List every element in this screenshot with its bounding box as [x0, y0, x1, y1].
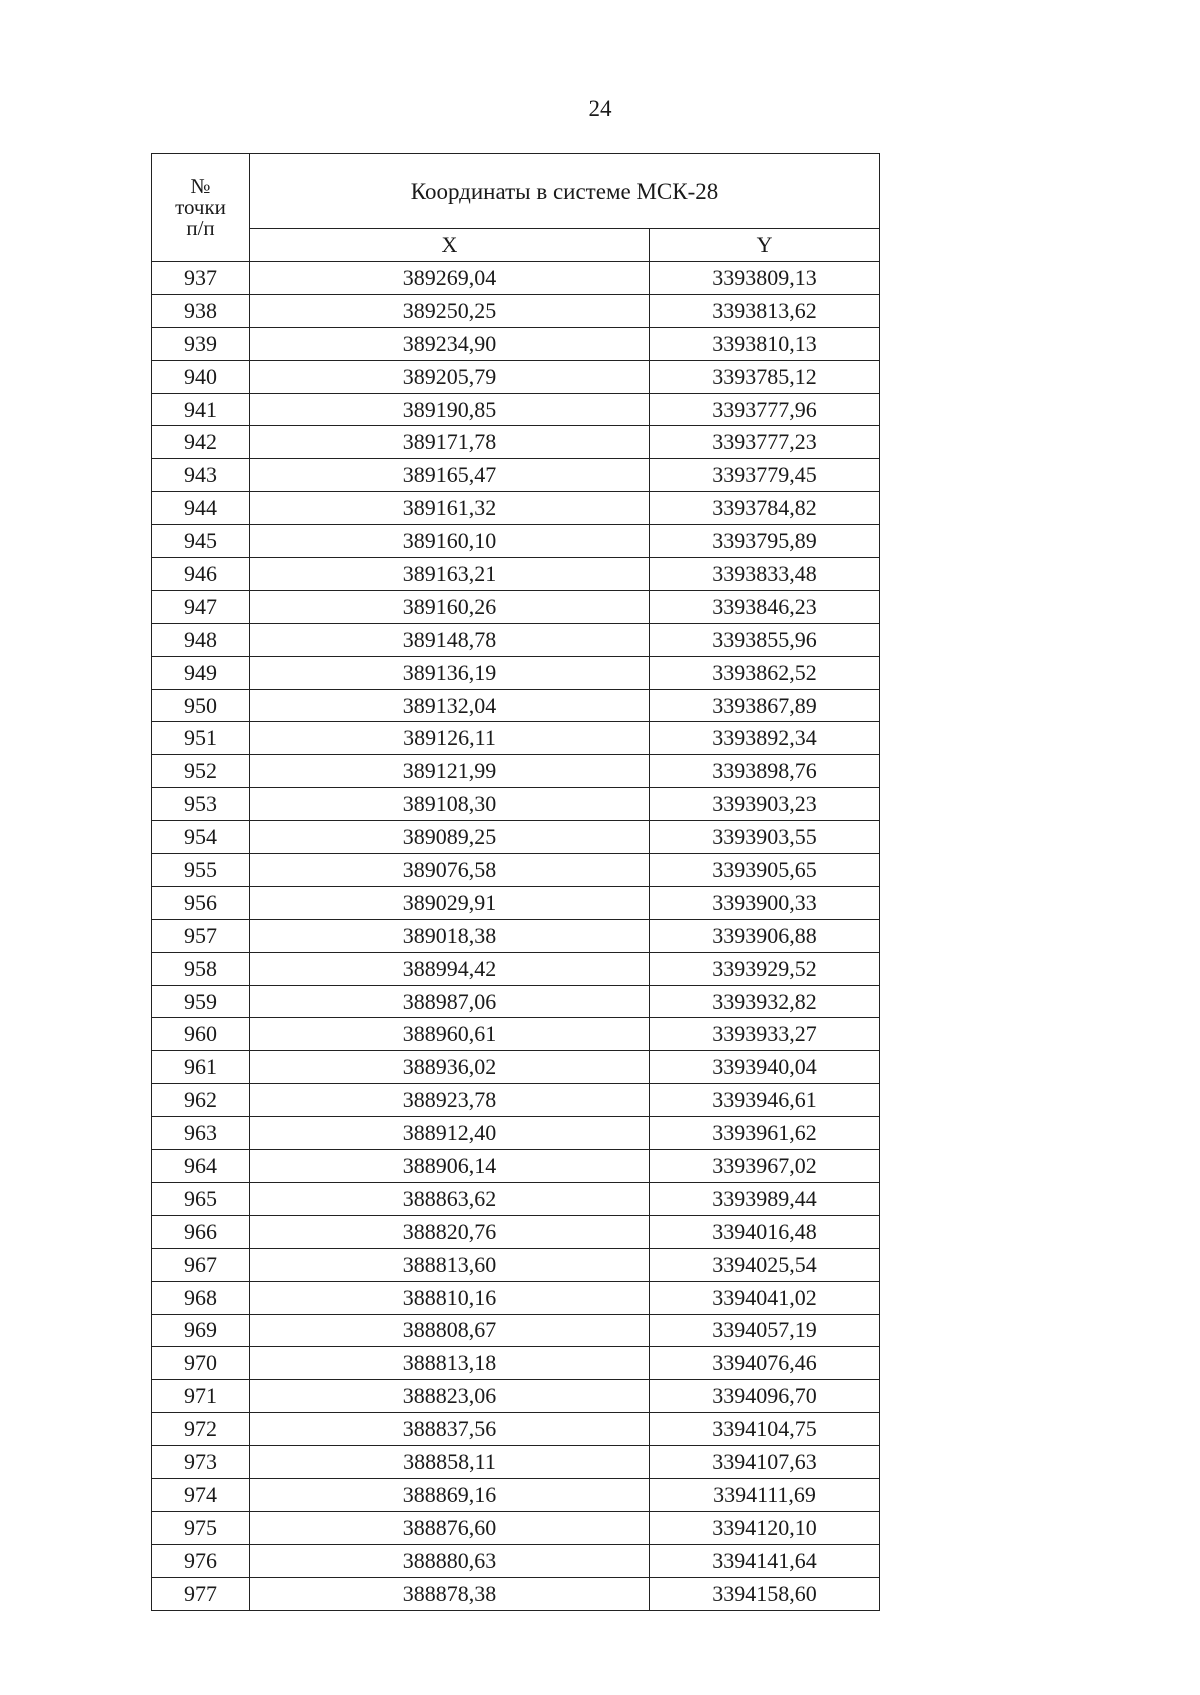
y-coordinate-cell: 3393795,89 — [650, 525, 880, 558]
y-coordinate-cell: 3394120,10 — [650, 1511, 880, 1544]
point-number-cell: 967 — [152, 1248, 250, 1281]
point-number-cell: 961 — [152, 1051, 250, 1084]
table-row — [152, 1314, 880, 1347]
point-number-cell: 965 — [152, 1182, 250, 1215]
table-row — [152, 558, 880, 591]
y-coordinate-cell: 3393855,96 — [650, 623, 880, 656]
x-coordinate-cell: 389165,47 — [250, 459, 650, 492]
y-coordinate-cell: 3393903,55 — [650, 821, 880, 854]
point-number-cell: 966 — [152, 1215, 250, 1248]
x-coordinate-cell: 388813,60 — [250, 1248, 650, 1281]
table-row — [152, 1347, 880, 1380]
table-row — [152, 1182, 880, 1215]
x-coordinate-cell: 388936,02 — [250, 1051, 650, 1084]
table-row — [152, 722, 880, 755]
point-number-cell: 954 — [152, 821, 250, 854]
y-coordinate-cell: 3393967,02 — [650, 1150, 880, 1183]
table-row — [152, 1051, 880, 1084]
x-coordinate-cell: 388823,06 — [250, 1380, 650, 1413]
table-row — [152, 1150, 880, 1183]
point-number-cell: 940 — [152, 360, 250, 393]
y-coordinate-cell: 3393779,45 — [650, 459, 880, 492]
x-coordinate-cell: 389148,78 — [250, 623, 650, 656]
x-coordinate-cell: 388994,42 — [250, 952, 650, 985]
table-body — [152, 262, 880, 1611]
y-coordinate-cell: 3394076,46 — [650, 1347, 880, 1380]
table-row — [152, 788, 880, 821]
table-row — [152, 1413, 880, 1446]
table-row — [152, 755, 880, 788]
y-coordinate-cell: 3394111,69 — [650, 1478, 880, 1511]
x-coordinate-cell: 388876,60 — [250, 1511, 650, 1544]
point-number-cell: 941 — [152, 393, 250, 426]
x-coordinate-cell: 389269,04 — [250, 262, 650, 295]
x-coordinate-cell: 389018,38 — [250, 919, 650, 952]
y-coordinate-cell: 3394041,02 — [650, 1281, 880, 1314]
y-coordinate-cell: 3393903,23 — [650, 788, 880, 821]
point-number-cell: 956 — [152, 886, 250, 919]
y-coordinate-cell: 3393946,61 — [650, 1084, 880, 1117]
y-coordinate-cell: 3394158,60 — [650, 1577, 880, 1610]
x-coordinate-cell: 388912,40 — [250, 1117, 650, 1150]
table-row — [152, 1446, 880, 1479]
x-coordinate-cell: 389121,99 — [250, 755, 650, 788]
point-number-cell: 952 — [152, 755, 250, 788]
point-number-cell: 953 — [152, 788, 250, 821]
x-coordinate-cell: 388923,78 — [250, 1084, 650, 1117]
y-coordinate-cell: 3393785,12 — [650, 360, 880, 393]
table-row — [152, 1380, 880, 1413]
point-number-cell: 974 — [152, 1478, 250, 1511]
x-coordinate-cell: 388960,61 — [250, 1018, 650, 1051]
table-row — [152, 886, 880, 919]
table-row — [152, 1084, 880, 1117]
table-row — [152, 492, 880, 525]
x-coordinate-cell: 389108,30 — [250, 788, 650, 821]
x-coordinate-cell: 388820,76 — [250, 1215, 650, 1248]
y-coordinate-cell: 3394096,70 — [650, 1380, 880, 1413]
point-number-header-line2: точки — [175, 195, 226, 219]
y-coordinate-cell: 3393862,52 — [650, 656, 880, 689]
point-number-cell: 972 — [152, 1413, 250, 1446]
point-number-cell: 958 — [152, 952, 250, 985]
x-coordinate-cell: 389161,32 — [250, 492, 650, 525]
point-number-cell: 960 — [152, 1018, 250, 1051]
point-number-cell: 971 — [152, 1380, 250, 1413]
table-row — [152, 656, 880, 689]
table-row — [152, 360, 880, 393]
point-number-cell: 955 — [152, 854, 250, 887]
point-number-cell: 959 — [152, 985, 250, 1018]
table-row — [152, 689, 880, 722]
x-coordinate-cell: 388813,18 — [250, 1347, 650, 1380]
table-row — [152, 1281, 880, 1314]
y-coordinate-cell: 3393929,52 — [650, 952, 880, 985]
x-coordinate-cell: 389234,90 — [250, 327, 650, 360]
x-coordinate-cell: 389132,04 — [250, 689, 650, 722]
y-coordinate-cell: 3394016,48 — [650, 1215, 880, 1248]
table-row — [152, 919, 880, 952]
y-coordinate-cell: 3393989,44 — [650, 1182, 880, 1215]
point-number-cell: 946 — [152, 558, 250, 591]
point-number-cell: 950 — [152, 689, 250, 722]
table-row — [152, 294, 880, 327]
point-number-cell: 957 — [152, 919, 250, 952]
x-coordinate-cell: 389205,79 — [250, 360, 650, 393]
page-number: 24 — [588, 96, 612, 121]
y-coordinate-cell: 3393810,13 — [650, 327, 880, 360]
x-coordinate-cell: 389190,85 — [250, 393, 650, 426]
point-number-cell: 969 — [152, 1314, 250, 1347]
y-coordinate-cell: 3393898,76 — [650, 755, 880, 788]
point-number-cell: 968 — [152, 1281, 250, 1314]
y-coordinate-cell: 3393940,04 — [650, 1051, 880, 1084]
table-row — [152, 623, 880, 656]
x-coordinate-cell: 389076,58 — [250, 854, 650, 887]
point-number-cell: 943 — [152, 459, 250, 492]
point-number-cell: 937 — [152, 262, 250, 295]
y-coordinate-cell: 3393867,89 — [650, 689, 880, 722]
table-row — [152, 1478, 880, 1511]
y-coordinate-cell: 3394104,75 — [650, 1413, 880, 1446]
table-row — [152, 1018, 880, 1051]
point-number-cell: 947 — [152, 590, 250, 623]
x-coordinate-cell: 388878,38 — [250, 1577, 650, 1610]
x-coordinate-cell: 389160,26 — [250, 590, 650, 623]
table-row — [152, 952, 880, 985]
table-row — [152, 525, 880, 558]
point-number-cell: 976 — [152, 1544, 250, 1577]
y-coordinate-cell: 3393813,62 — [650, 294, 880, 327]
x-coordinate-cell: 389126,11 — [250, 722, 650, 755]
y-coordinate-cell: 3393892,34 — [650, 722, 880, 755]
point-number-cell: 939 — [152, 327, 250, 360]
x-coordinate-cell: 388837,56 — [250, 1413, 650, 1446]
table-row — [152, 854, 880, 887]
y-coordinate-cell: 3393933,27 — [650, 1018, 880, 1051]
y-coordinate-cell: 3393905,65 — [650, 854, 880, 887]
table-row — [152, 821, 880, 854]
table-row — [152, 1577, 880, 1610]
point-number-cell: 962 — [152, 1084, 250, 1117]
table-row — [152, 426, 880, 459]
table-row — [152, 393, 880, 426]
coordinates-table — [151, 153, 880, 1611]
table-row — [152, 1117, 880, 1150]
x-coordinate-cell: 389160,10 — [250, 525, 650, 558]
table-row — [152, 985, 880, 1018]
x-coordinate-cell: 388906,14 — [250, 1150, 650, 1183]
y-coordinate-cell: 3393809,13 — [650, 262, 880, 295]
y-column-header: Y — [650, 229, 880, 262]
y-coordinate-cell: 3393777,23 — [650, 426, 880, 459]
x-coordinate-cell: 388810,16 — [250, 1281, 650, 1314]
x-coordinate-cell: 389029,91 — [250, 886, 650, 919]
point-number-cell: 948 — [152, 623, 250, 656]
x-coordinate-cell: 388858,11 — [250, 1446, 650, 1479]
x-coordinate-cell: 389171,78 — [250, 426, 650, 459]
point-number-cell: 944 — [152, 492, 250, 525]
point-number-cell: 970 — [152, 1347, 250, 1380]
table-row — [152, 1544, 880, 1577]
table-row — [152, 590, 880, 623]
y-coordinate-cell: 3393900,33 — [650, 886, 880, 919]
y-coordinate-cell: 3393906,88 — [650, 919, 880, 952]
y-coordinate-cell: 3393961,62 — [650, 1117, 880, 1150]
point-number-cell: 964 — [152, 1150, 250, 1183]
point-number-header-line3: п/п — [186, 216, 215, 240]
x-coordinate-cell: 388869,16 — [250, 1478, 650, 1511]
x-coordinate-cell: 389136,19 — [250, 656, 650, 689]
point-number-cell: 942 — [152, 426, 250, 459]
point-number-cell: 938 — [152, 294, 250, 327]
coordinates-system-header: Координаты в системе МСК-28 — [250, 154, 880, 229]
y-coordinate-cell: 3394025,54 — [650, 1248, 880, 1281]
x-coordinate-cell: 389250,25 — [250, 294, 650, 327]
y-coordinate-cell: 3393932,82 — [650, 985, 880, 1018]
point-number-cell: 949 — [152, 656, 250, 689]
y-coordinate-cell: 3393846,23 — [650, 590, 880, 623]
point-number-header-line1: № — [190, 174, 211, 198]
point-number-header — [152, 154, 250, 262]
x-coordinate-cell: 389089,25 — [250, 821, 650, 854]
x-column-header: X — [250, 229, 650, 262]
point-number-cell: 977 — [152, 1577, 250, 1610]
table-row — [152, 459, 880, 492]
y-coordinate-cell: 3394057,19 — [650, 1314, 880, 1347]
table-row — [152, 262, 880, 295]
y-coordinate-cell: 3394107,63 — [650, 1446, 880, 1479]
y-coordinate-cell: 3393784,82 — [650, 492, 880, 525]
x-coordinate-cell: 388880,63 — [250, 1544, 650, 1577]
table-row — [152, 327, 880, 360]
y-coordinate-cell: 3393833,48 — [650, 558, 880, 591]
point-number-cell: 951 — [152, 722, 250, 755]
x-coordinate-cell: 388863,62 — [250, 1182, 650, 1215]
table-row — [152, 1248, 880, 1281]
x-coordinate-cell: 388987,06 — [250, 985, 650, 1018]
point-number-cell: 945 — [152, 525, 250, 558]
table-row — [152, 1511, 880, 1544]
table-row — [152, 1215, 880, 1248]
point-number-cell: 975 — [152, 1511, 250, 1544]
y-coordinate-cell: 3394141,64 — [650, 1544, 880, 1577]
point-number-cell: 973 — [152, 1446, 250, 1479]
table-header — [152, 154, 880, 262]
x-coordinate-cell: 389163,21 — [250, 558, 650, 591]
point-number-cell: 963 — [152, 1117, 250, 1150]
y-coordinate-cell: 3393777,96 — [650, 393, 880, 426]
x-coordinate-cell: 388808,67 — [250, 1314, 650, 1347]
